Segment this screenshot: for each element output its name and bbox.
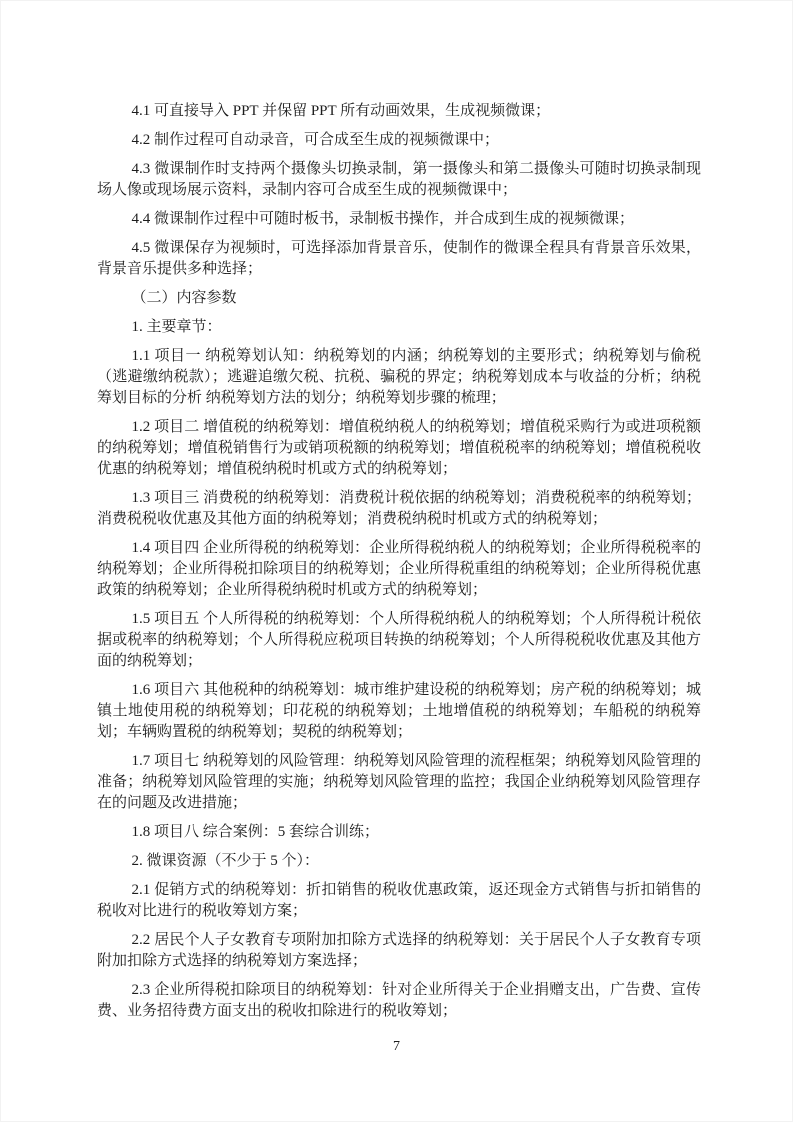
para-4-1: 4.1 可直接导入 PPT 并保留 PPT 所有动画效果，生成视频微课； bbox=[131, 103, 551, 119]
para-1-7-project-7: 1.7 项目七 纳税筹划的风险管理：纳税筹划风险管理的流程框架；纳税筹划风险管理的准备；纳税筹划风险管理的实施；纳税筹划风险管理的监控；我国企业纳税筹划风险管理存在的问题及改进措施； bbox=[97, 753, 701, 811]
para-1-5-project-5: 1.5 项目五 个人所得税的纳税筹划：个人所得税纳税人的纳税筹划；个人所得税计税依据或税率的纳税筹划；个人所得税应税项目转换的纳税筹划；个人所得税税收优惠及其他方面的纳税筹划； bbox=[97, 611, 701, 669]
para-4-5: 4.5 微课保存为视频时，可选择添加背景音乐，使制作的微课全程具有背景音乐效果，背景音乐提供多种选择； bbox=[97, 240, 701, 277]
para-1-6-project-6: 1.6 项目六 其他税种的纳税筹划：城市维护建设税的纳税筹划；房产税的纳税筹划；城镇土地使用税的纳税筹划；印花税的纳税筹划；土地增值税的纳税筹划；车船税的纳税筹划；车辆购置税的纳税筹划；契税的纳税筹划； bbox=[97, 682, 701, 740]
heading-micro-course-resources: 2. 微课资源（不少于 5 个）： bbox=[131, 853, 320, 869]
para-1-1-project-1: 1.1 项目一 纳税筹划认知：纳税筹划的内涵；纳税筹划的主要形式；纳税筹划与偷税（逃避缴纳税款）；逃避追缴欠税、抗税、骗税的界定；纳税筹划成本与收益的分析；纳税筹划目标的分析 纳税筹划方法的划分；纳税筹划步骤的梳理； bbox=[97, 348, 701, 406]
para-4-4: 4.4 微课制作过程中可随时板书，录制板书操作，并合成到生成的视频微课； bbox=[131, 211, 635, 227]
para-1-2-project-2: 1.2 项目二 增值税的纳税筹划：增值税纳税人的纳税筹划；增值税采购行为或进项税额的纳税筹划；增值税销售行为或销项税额的纳税筹划；增值税税率的纳税筹划；增值税税收优惠的纳税筹划；增值税纳税时机或方式的纳税筹划； bbox=[97, 419, 701, 477]
heading-main-chapters: 1. 主要章节： bbox=[131, 319, 222, 335]
para-1-4-project-4: 1.4 项目四 企业所得税的纳税筹划：企业所得税纳税人的纳税筹划；企业所得税税率的纳税筹划；企业所得税扣除项目的纳税筹划；企业所得税重组的纳税筹划；企业所得税优惠政策的纳税筹划；企业所得税纳税时机或方式的纳税筹划； bbox=[97, 540, 701, 598]
para-2-3: 2.3 企业所得税扣除项目的纳税筹划：针对企业所得关于企业捐赠支出，广告费、宣传费、业务招待费方面支出的税收扣除进行的税收筹划； bbox=[97, 982, 701, 1019]
heading-section-2-content-params: （二）内容参数 bbox=[131, 290, 237, 306]
para-4-3: 4.3 微课制作时支持两个摄像头切换录制，第一摄像头和第二摄像头可随时切换录制现场人像或现场展示资料，录制内容可合成至生成的视频微课中； bbox=[97, 161, 701, 198]
para-4-2: 4.2 制作过程可自动录音，可合成至生成的视频微课中； bbox=[131, 132, 500, 148]
page-number: 7 bbox=[393, 1039, 400, 1054]
para-1-8-project-8: 1.8 项目八 综合案例：5 套综合训练； bbox=[131, 824, 380, 840]
document-body bbox=[97, 93, 701, 1022]
para-2-1: 2.1 促销方式的纳税筹划：折扣销售的税收优惠政策，返还现金方式销售与折扣销售的税收对比进行的税收筹划方案； bbox=[97, 882, 701, 919]
para-1-3-project-3: 1.3 项目三 消费税的纳税筹划：消费税计税依据的纳税筹划；消费税税率的纳税筹划；消费税税收优惠及其他方面的纳税筹划；消费税纳税时机或方式的纳税筹划； bbox=[97, 490, 701, 527]
para-2-2: 2.2 居民个人子女教育专项附加扣除方式选择的纳税筹划：关于居民个人子女教育专项附加扣除方式选择的纳税筹划方案选择； bbox=[97, 932, 701, 969]
